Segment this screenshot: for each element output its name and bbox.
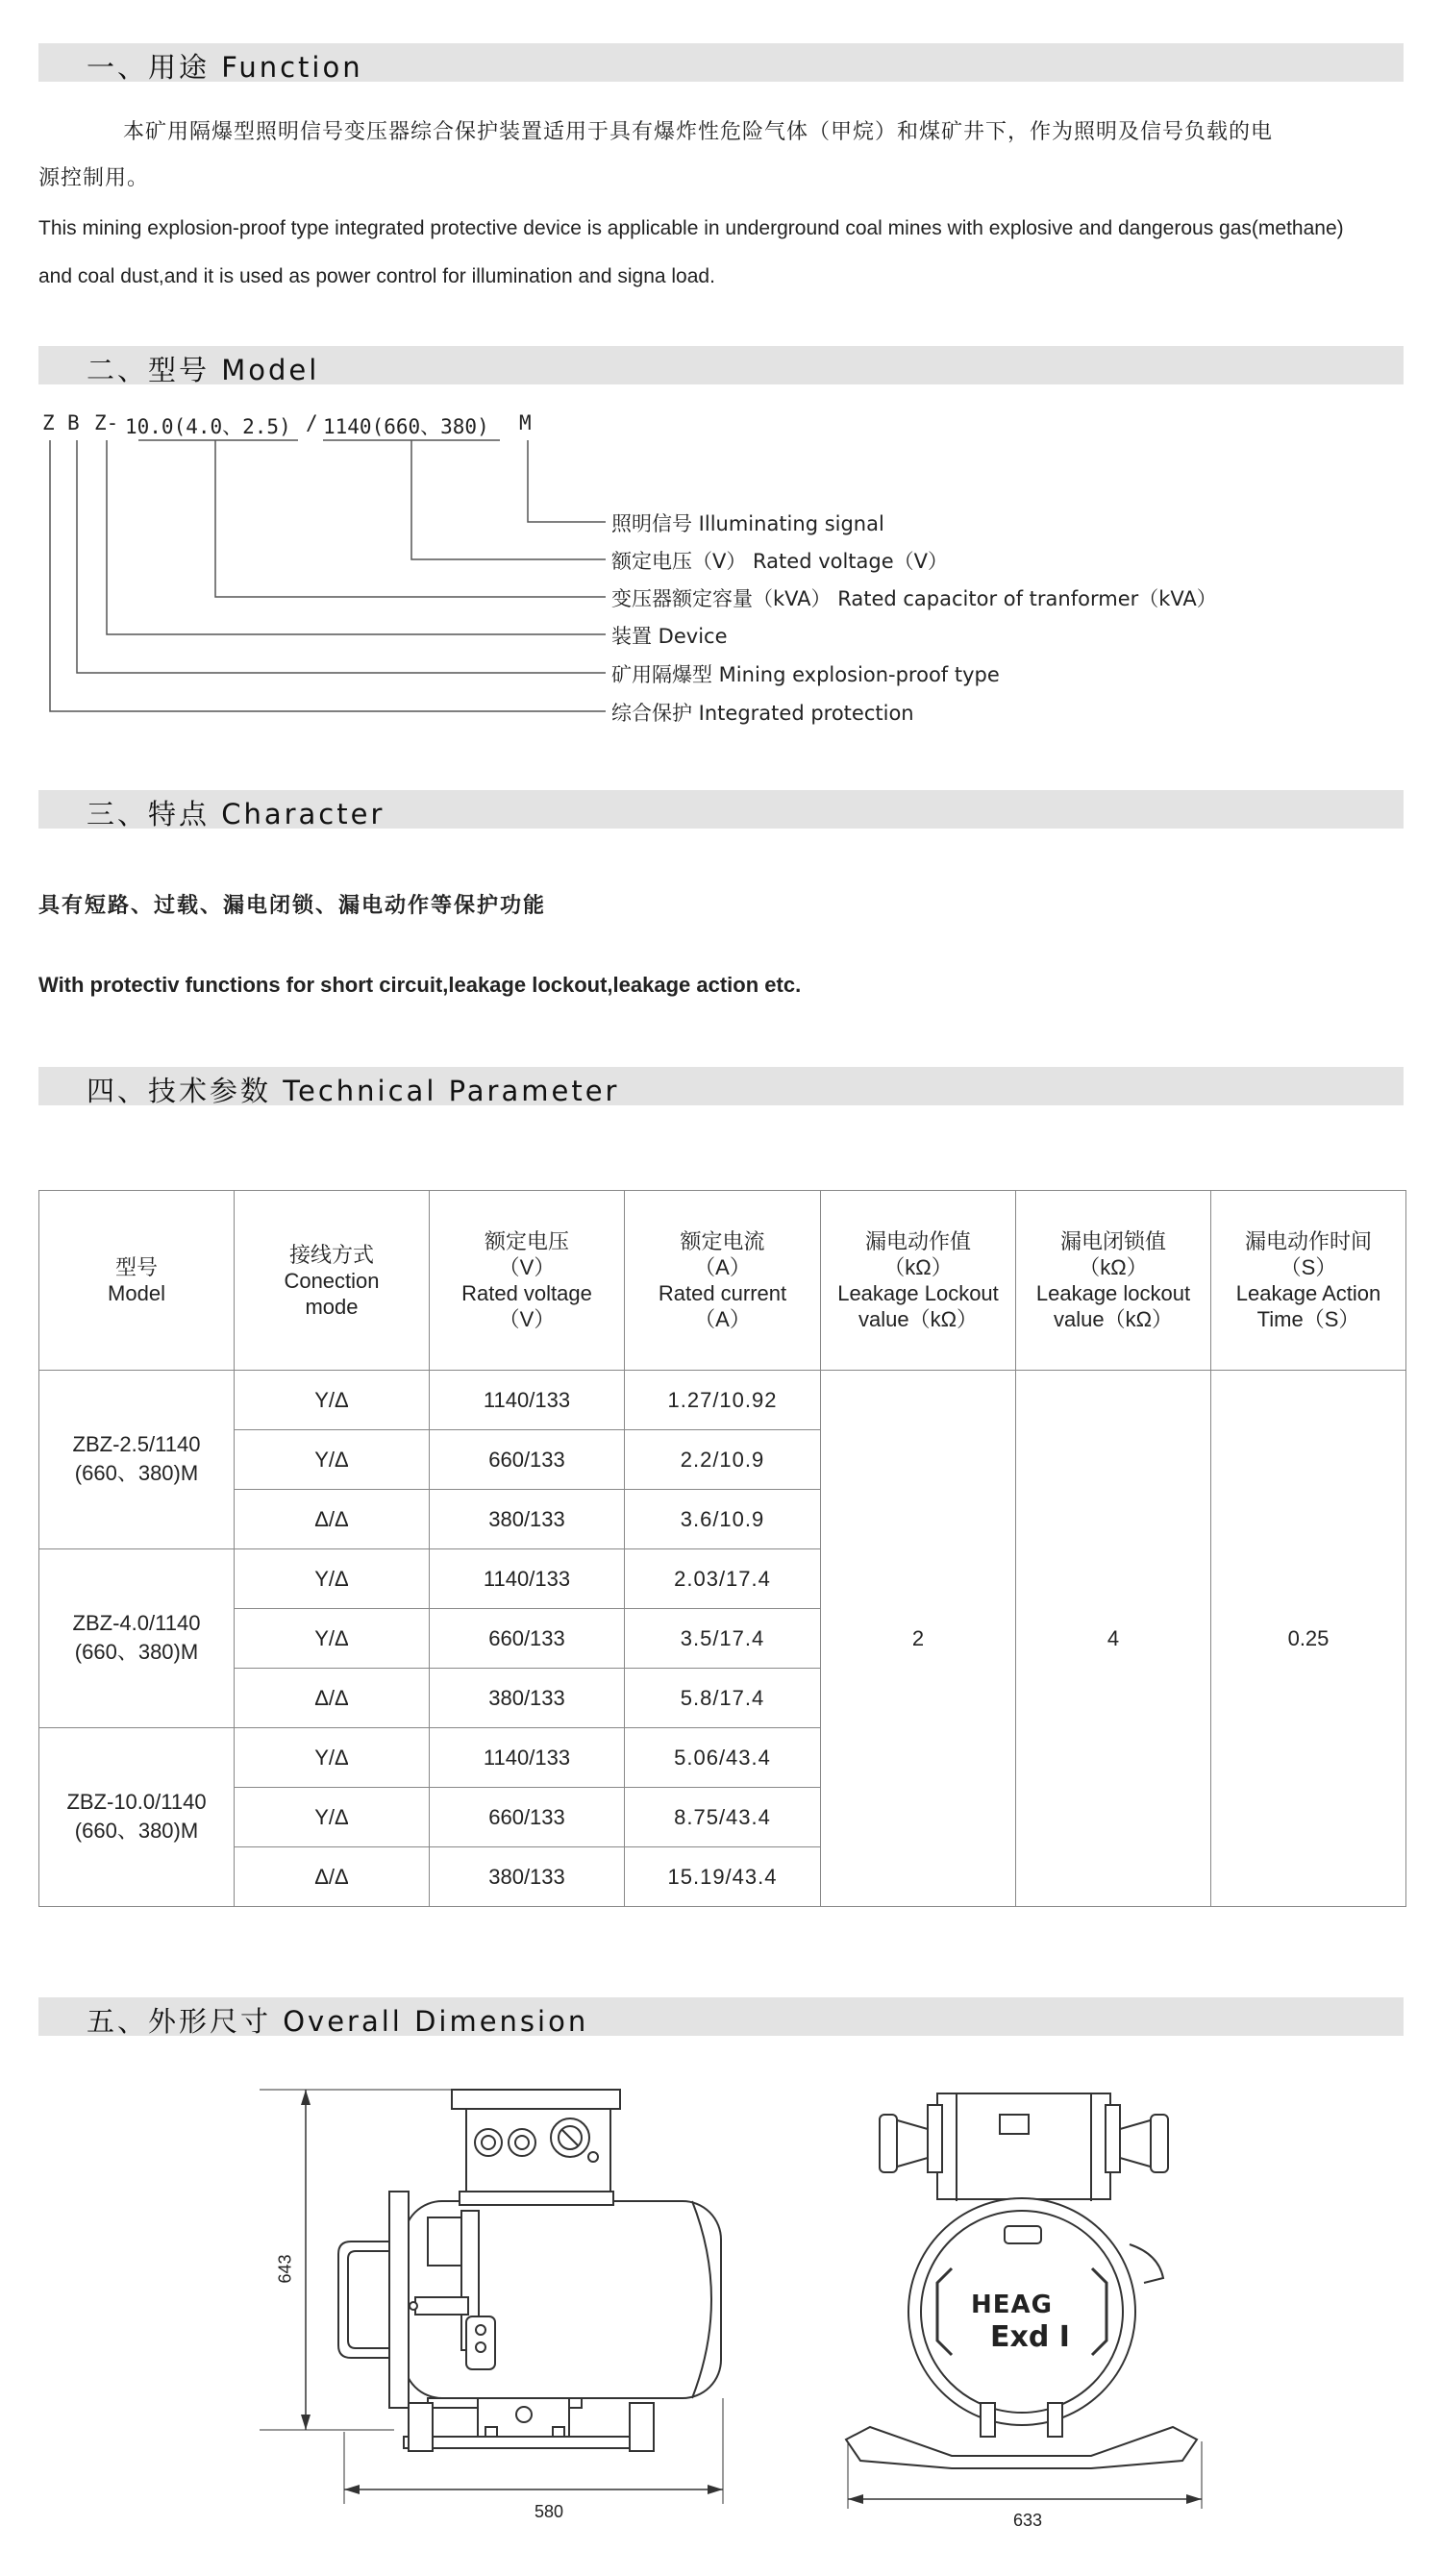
- current-cell: 1.27/10.92: [625, 1371, 821, 1430]
- mode-cell: Y/Δ: [235, 1430, 430, 1490]
- model-text: ZBZ-2.5/1140: [72, 1432, 201, 1456]
- section-title: 四、技术参数 Technical Parameter: [87, 1075, 620, 1107]
- mode-cell: Δ/Δ: [235, 1490, 430, 1549]
- mode-cell: Y/Δ: [235, 1788, 430, 1847]
- nameplate-brand: HEAG: [971, 2291, 1053, 2319]
- header-text: Time（S）: [1256, 1307, 1360, 1331]
- header-text: mode: [305, 1294, 359, 1319]
- dimension-front-width-label: 633: [1013, 2511, 1043, 2530]
- model-text: ZBZ-4.0/1140: [72, 1611, 201, 1635]
- mode-cell: Y/Δ: [235, 1549, 430, 1609]
- current-cell: 5.06/43.4: [625, 1728, 821, 1788]
- header-text: Leakage Action: [1235, 1281, 1381, 1305]
- model-label-explosion-proof: 矿用隔爆型 Mining explosion-proof type: [611, 663, 1000, 686]
- header-text: （V）: [498, 1255, 556, 1279]
- current-cell: 3.5/17.4: [625, 1609, 821, 1669]
- voltage-cell: 1140/133: [430, 1549, 625, 1609]
- current-cell: 2.2/10.9: [625, 1430, 821, 1490]
- model-code-z: Z: [42, 411, 55, 434]
- mode-cell: Y/Δ: [235, 1728, 430, 1788]
- side-view-drawing: [260, 2090, 723, 2504]
- header-text: Model: [108, 1281, 165, 1305]
- section-title: 五、外形尺寸 Overall Dimension: [87, 2005, 589, 2038]
- section-title: 二、型号 Model: [87, 354, 320, 386]
- voltage-cell: 380/133: [430, 1847, 625, 1907]
- model-label-integrated: 综合保护 Integrated protection: [611, 702, 914, 725]
- model-code-voltage: 1140(660、380): [323, 415, 489, 438]
- header-text: 漏电动作值: [864, 1229, 971, 1253]
- header-text: 漏电动作时间: [1244, 1229, 1372, 1253]
- mode-cell: Δ/Δ: [235, 1669, 430, 1728]
- voltage-cell: 380/133: [430, 1490, 625, 1549]
- model-code-m: M: [519, 411, 532, 434]
- function-en-line1: This mining explosion-proof type integrated protective device is applicable in underground coal mines with explosive and dangerous gas(methane): [38, 217, 1344, 239]
- mode-cell: Y/Δ: [235, 1609, 430, 1669]
- model-code-b: B: [67, 411, 80, 434]
- model-code-capacity: 10.0(4.0、2.5): [125, 415, 291, 438]
- model-text: (660、380)M: [74, 1819, 199, 1843]
- mode-cell: Y/Δ: [235, 1371, 430, 1430]
- header-text: Rated current: [658, 1281, 787, 1305]
- header-text: 漏电闭锁值: [1059, 1229, 1166, 1253]
- voltage-cell: 380/133: [430, 1669, 625, 1728]
- mode-cell: Δ/Δ: [235, 1847, 430, 1907]
- model-code-slash: /: [306, 411, 318, 434]
- header-text: Conection: [284, 1268, 380, 1293]
- header-text: value（kΩ）: [1053, 1307, 1174, 1331]
- voltage-cell: 660/133: [430, 1430, 625, 1490]
- function-cn-line1: 本矿用隔爆型照明信号变压器综合保护装置适用于具有爆炸性危险气体（甲烷）和煤矿井下，作为照明及信号负载的电: [123, 120, 1274, 144]
- voltage-cell: 660/133: [430, 1788, 625, 1847]
- nameplate-mark: Exd I: [990, 2320, 1070, 2354]
- model-code-z2: Z-: [94, 411, 119, 434]
- model-label-device: 装置 Device: [611, 625, 728, 648]
- header-text: 额定电压: [484, 1229, 569, 1253]
- header-text: （A）: [694, 1307, 751, 1331]
- model-label-illuminating: 照明信号 Illuminating signal: [611, 512, 884, 535]
- header-text: （V）: [498, 1307, 556, 1331]
- current-cell: 2.03/17.4: [625, 1549, 821, 1609]
- header-text: （A）: [694, 1255, 751, 1279]
- function-cn-line2: 源控制用。: [38, 166, 150, 190]
- dimension-side-width-label: 580: [535, 2502, 564, 2521]
- header-text: Leakage lockout: [1035, 1281, 1191, 1305]
- header-text: Leakage Lockout: [837, 1281, 999, 1305]
- current-cell: 8.75/43.4: [625, 1788, 821, 1847]
- model-label-capacity: 变压器额定容量（kVA） Rated capacitor of tranformer（kVA）: [611, 587, 1217, 610]
- current-cell: 15.19/43.4: [625, 1847, 821, 1907]
- model-text: ZBZ-10.0/1140: [66, 1790, 207, 1814]
- header-text: （S）: [1280, 1255, 1337, 1279]
- header-text: 额定电流: [680, 1229, 765, 1253]
- section-title: 一、用途 Function: [87, 51, 363, 84]
- header-text: （kΩ）: [1079, 1255, 1148, 1279]
- section-title: 三、特点 Character: [87, 798, 385, 830]
- leakage-action-value-cell: 2: [821, 1371, 1016, 1907]
- leakage-lockout-value-cell: 4: [1016, 1371, 1211, 1907]
- header-text: 型号: [114, 1255, 158, 1279]
- header-text: （kΩ）: [883, 1255, 953, 1279]
- model-text: (660、380)M: [74, 1461, 199, 1485]
- header-text: 接线方式: [288, 1242, 374, 1267]
- current-cell: 5.8/17.4: [625, 1669, 821, 1728]
- voltage-cell: 1140/133: [430, 1371, 625, 1430]
- character-en: With protectiv functions for short circuit,leakage lockout,leakage action etc.: [38, 973, 802, 997]
- dimension-height-label: 643: [275, 2254, 295, 2284]
- function-en-line2: and coal dust,and it is used as power control for illumination and signa load.: [38, 265, 715, 287]
- voltage-cell: 1140/133: [430, 1728, 625, 1788]
- current-cell: 3.6/10.9: [625, 1490, 821, 1549]
- leakage-action-time-cell: 0.25: [1211, 1371, 1406, 1907]
- model-label-voltage: 额定电压（V） Rated voltage（V）: [611, 550, 949, 573]
- header-text: value（kΩ）: [858, 1307, 979, 1331]
- voltage-cell: 660/133: [430, 1609, 625, 1669]
- header-text: Rated voltage: [461, 1281, 592, 1305]
- model-text: (660、380)M: [74, 1640, 199, 1664]
- character-cn: 具有短路、过载、漏电闭锁、漏电动作等保护功能: [38, 894, 547, 918]
